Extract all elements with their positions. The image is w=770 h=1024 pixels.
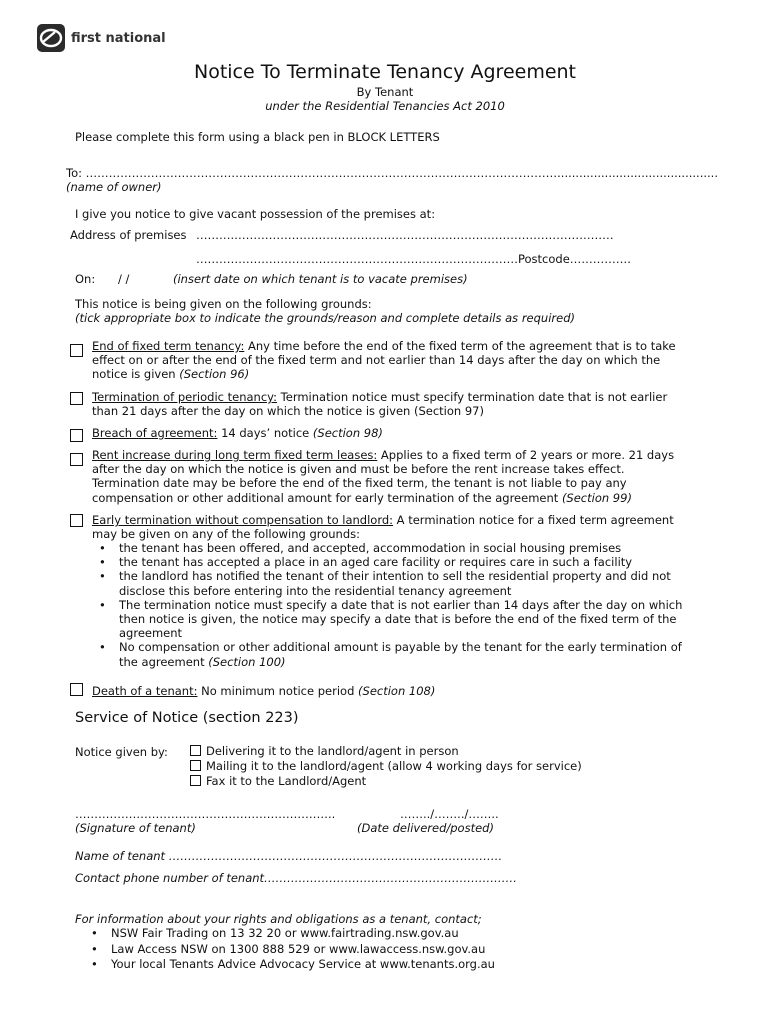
first-national-logo-icon xyxy=(37,24,65,52)
ground-breach xyxy=(92,426,692,440)
ground-periodic-tenancy-text: Termination notice must specify termination date that is not earlier than 21 days after the day on which the notice is given (Section 97) xyxy=(92,390,668,419)
logo-text: first national xyxy=(71,30,166,46)
checkbox-fixed-term-end[interactable] xyxy=(70,344,83,357)
date-field[interactable]: ……../……../…….. xyxy=(400,807,499,821)
on-date-field[interactable]: / / xyxy=(118,272,130,286)
service-heading: Service of Notice (section 223) xyxy=(75,710,299,726)
checkbox-early-termination[interactable] xyxy=(70,514,83,527)
signature-label: (Signature of tenant) xyxy=(75,821,196,835)
address-field-line2[interactable]: …………………………………………………………………………Postcode……………. xyxy=(196,252,631,266)
checkbox-periodic-tenancy[interactable] xyxy=(70,392,83,405)
on-hint: (insert date on which tenant is to vacate premises) xyxy=(173,272,468,286)
ground-death-section: (Section 108) xyxy=(358,684,436,698)
checkbox-mailed[interactable] xyxy=(190,760,201,771)
instructions: Please complete this form using a black pen in BLOCK LETTERS xyxy=(75,130,440,144)
ground-rent-increase-section: (Section 99) xyxy=(561,490,632,505)
ground-periodic-tenancy-title: Termination of periodic tenancy: xyxy=(92,390,278,404)
ground-breach-text: 14 days’ notice xyxy=(217,426,313,440)
first-national-logo xyxy=(37,24,166,52)
notice-intro: I give you notice to give vacant possession of the premises at: xyxy=(75,207,436,221)
ground-death-title: Death of a tenant: xyxy=(92,684,198,698)
list-item: • The termination notice must specify a date that is not earlier than 14 days after the day on which then notice is given, the notice may specify a date that is before the end of the fixed term of the agreement xyxy=(92,598,694,641)
info-list xyxy=(84,926,684,973)
to-hint: (name of owner) xyxy=(66,180,162,194)
ground-periodic-tenancy xyxy=(92,390,692,418)
date-label: (Date delivered/posted) xyxy=(357,821,494,835)
list-item: • the landlord has notified the tenant of their intention to sell the residential property and did not disclose this before entering into the residential tenancy agreement xyxy=(92,569,694,597)
option-fax: Fax it to the Landlord/Agent xyxy=(206,774,367,788)
ground-early-termination-text: A termination notice for a fixed term agreement may be given on any of the following grounds: xyxy=(92,513,674,542)
on-label: On: xyxy=(75,272,96,286)
ground-death-text: No minimum notice period xyxy=(197,684,359,698)
notice-given-by-label: Notice given by: xyxy=(75,745,168,759)
ground-rent-increase-text: Applies to a fixed term of 2 years or more. 21 days after the day on which the notice is given and must be before the rent increase takes effect. Termination date may be before the end of the fixed term, the tenant is not liable to pay any compensation or other additional amount for early termination of the agreement xyxy=(92,448,675,505)
ground-breach-section: (Section 98) xyxy=(312,426,383,440)
list-item: • NSW Fair Trading on 13 32 20 or www.fairtrading.nsw.gov.au xyxy=(84,926,684,942)
ground-fixed-term-end-title: End of fixed term tenancy: xyxy=(92,339,245,353)
grounds-intro: This notice is being given on the following grounds: xyxy=(75,297,372,311)
grounds-hint: (tick appropriate box to indicate the grounds/reason and complete details as required) xyxy=(75,311,575,325)
list-item xyxy=(92,640,694,668)
list-item: • Law Access NSW on 1300 888 529 or www.lawaccess.nsw.gov.au xyxy=(84,942,684,958)
option-delivered-in-person: Delivering it to the landlord/agent in person xyxy=(206,744,459,758)
option-mailed: Mailing it to the landlord/agent (allow 4 working days for service) xyxy=(206,759,582,773)
ground-breach-title: Breach of agreement: xyxy=(92,426,218,440)
ground-rent-increase xyxy=(92,448,692,505)
tenant-phone-field[interactable]: Contact phone number of tenant………………………………………………………… xyxy=(75,871,518,885)
ground-fixed-term-end-section: (Section 96) xyxy=(179,367,250,382)
page-title: Notice To Terminate Tenancy Agreement xyxy=(193,61,577,83)
early-termination-bullets xyxy=(92,541,694,669)
tenant-name-field[interactable]: Name of tenant …………………………………………………………………………… xyxy=(75,849,503,863)
checkbox-death-of-tenant[interactable] xyxy=(70,683,83,696)
subtitle-by: By Tenant xyxy=(356,85,414,99)
address-field-line1[interactable]: ……….……………………………………………………………………………………… xyxy=(196,228,614,242)
signature-field[interactable]: ………………………………………………………….. xyxy=(75,807,336,821)
checkbox-delivered-in-person[interactable] xyxy=(190,745,201,756)
address-label: Address of premises xyxy=(70,228,187,242)
last-bullet-text: No compensation or other additional amount is payable by the tenant for the early termination of the agreement xyxy=(119,640,682,669)
ground-early-termination-title: Early termination without compensation to landlord: xyxy=(92,513,394,527)
subtitle-act: under the Residential Tenancies Act 2010 xyxy=(265,99,505,113)
checkbox-breach[interactable] xyxy=(70,429,83,442)
last-bullet-section: (Section 100) xyxy=(208,654,286,669)
to-field[interactable]: To: ……………………………………………………………………………………………………………............................................ xyxy=(66,166,718,180)
ground-fixed-term-end-text: Any time before the end of the fixed term of the agreement that is to take effect on or after the end of the fixed term and not earlier than 14 days after the day on which the notice is given xyxy=(92,339,676,382)
list-item: • the tenant has been offered, and accepted, accommodation in social housing premises xyxy=(92,541,694,555)
checkbox-rent-increase[interactable] xyxy=(70,453,83,466)
list-item: • Your local Tenants Advice Advocacy Service at www.tenants.org.au xyxy=(84,957,684,973)
info-intro: For information about your rights and obligations as a tenant, contact; xyxy=(75,912,482,926)
checkbox-fax[interactable] xyxy=(190,775,201,786)
list-item: • the tenant has accepted a place in an aged care facility or requires care in such a facility xyxy=(92,555,694,569)
ground-rent-increase-title: Rent increase during long term fixed term leases: xyxy=(92,448,378,462)
ground-death-of-tenant xyxy=(92,684,692,698)
ground-fixed-term-end xyxy=(92,339,692,382)
ground-early-termination xyxy=(92,513,692,541)
